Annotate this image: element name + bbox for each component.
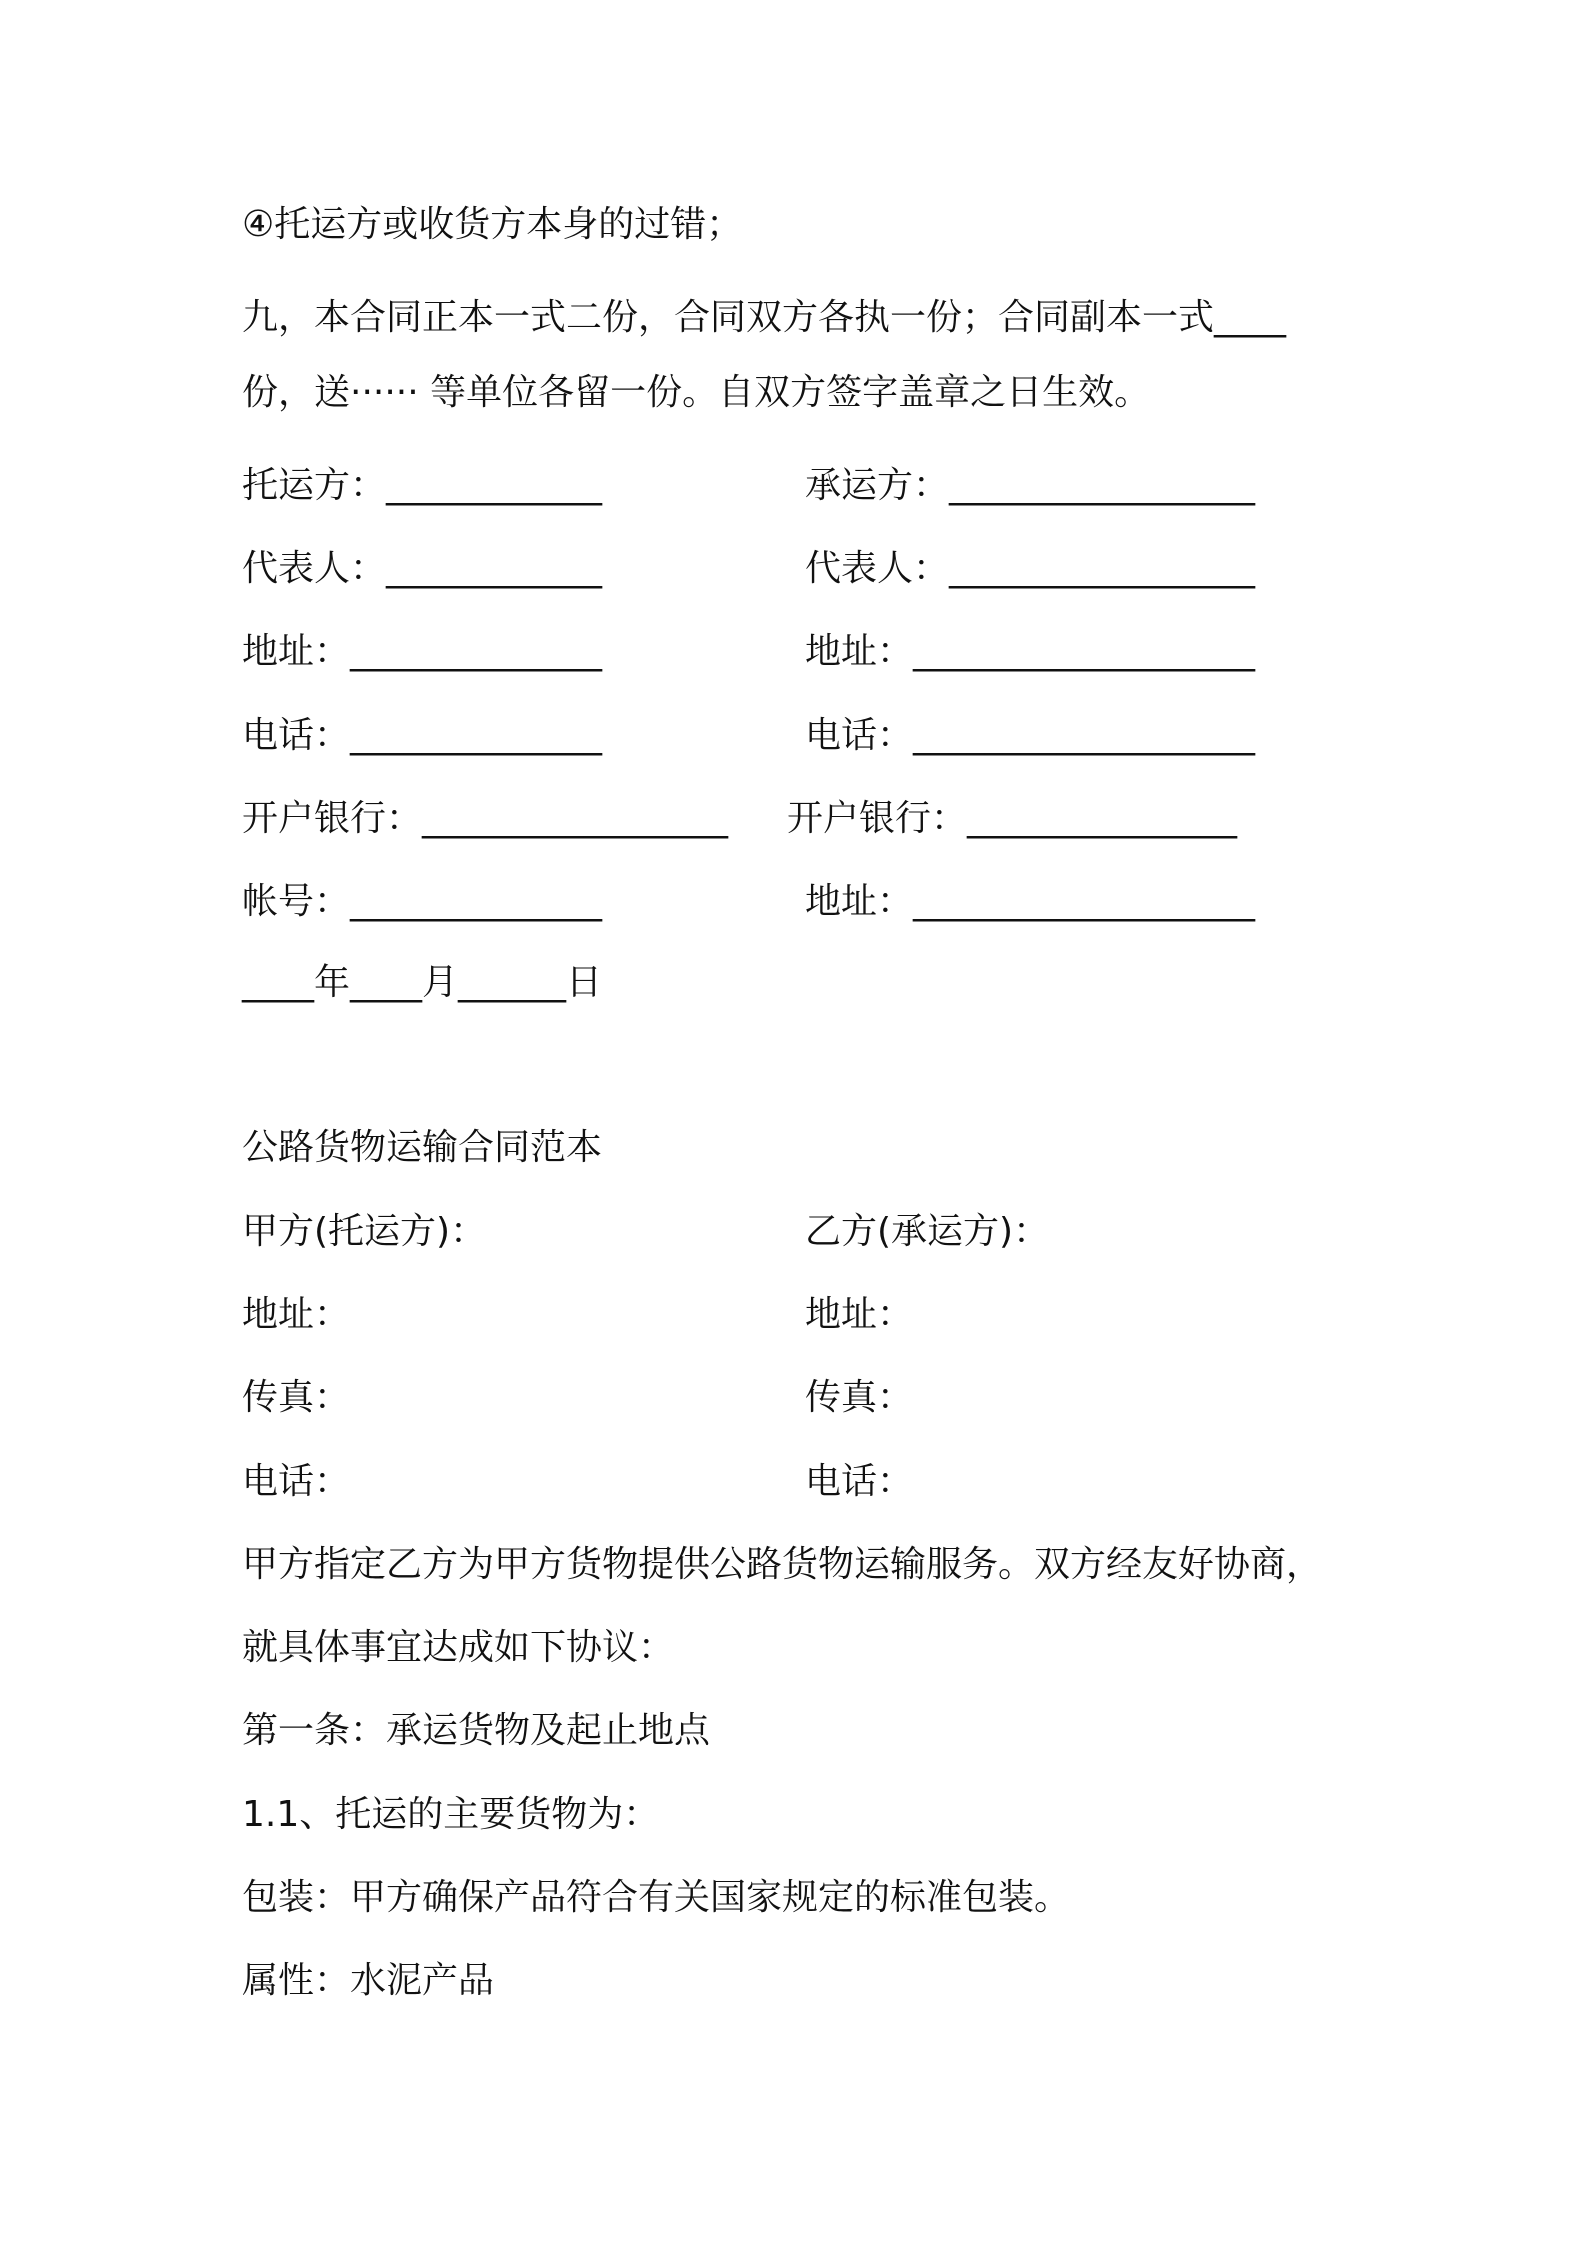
carrier-field: 承运方：_________________ [805, 465, 1256, 506]
shipper-bank-field: 开户银行：_________________ [242, 798, 729, 839]
date-field: ____年____月______日 [242, 962, 602, 1003]
carrier-representative-field: 代表人：_________________ [805, 548, 1256, 589]
party-b-phone: 电话： [805, 1461, 914, 1502]
party-a-label: 甲方(托运方)： [242, 1211, 487, 1252]
article-1-heading: 第一条：承运货物及起止地点 [242, 1710, 711, 1751]
carrier-phone-field: 电话：___________________ [805, 715, 1256, 756]
intro-line-1: 甲方指定乙方为甲方货物提供公路货物运输服务。双方经友好协商， [242, 1544, 1323, 1585]
clause-9-line-2: 份，送······ 等单位各留一份。自双方签字盖章之日生效。 [242, 372, 1151, 413]
party-a-phone: 电话： [242, 1461, 351, 1502]
shipper-address-field: 地址：______________ [242, 631, 603, 672]
template-title: 公路货物运输合同范本 [242, 1127, 603, 1168]
clause-9-line-1: 九，本合同正本一式二份，合同双方各执一份；合同副本一式____ [242, 297, 1287, 338]
party-b-label: 乙方(承运方)： [805, 1211, 1050, 1252]
shipper-account-field: 帐号：______________ [242, 881, 603, 922]
shipper-phone-field: 电话：______________ [242, 715, 603, 756]
item-4: ④托运方或收货方本身的过错； [242, 204, 743, 245]
party-a-fax: 传真： [242, 1377, 351, 1418]
intro-line-2: 就具体事宜达成如下协议： [242, 1627, 675, 1668]
party-a-address: 地址： [242, 1294, 351, 1335]
shipper-representative-field: 代表人：____________ [242, 548, 603, 589]
item-1-1: 1.1、托运的主要货物为： [242, 1794, 660, 1835]
carrier-address-field: 地址：___________________ [805, 631, 1256, 672]
attribute-line: 属性：水泥产品 [242, 1960, 495, 2001]
carrier-bank-field: 开户银行：_______________ [787, 798, 1238, 839]
shipper-field: 托运方：____________ [242, 465, 603, 506]
party-b-fax: 传真： [805, 1377, 914, 1418]
carrier-address-field-2: 地址：___________________ [805, 881, 1256, 922]
party-b-address: 地址： [805, 1294, 914, 1335]
packaging-line: 包装：甲方确保产品符合有关国家规定的标准包装。 [242, 1877, 1071, 1918]
